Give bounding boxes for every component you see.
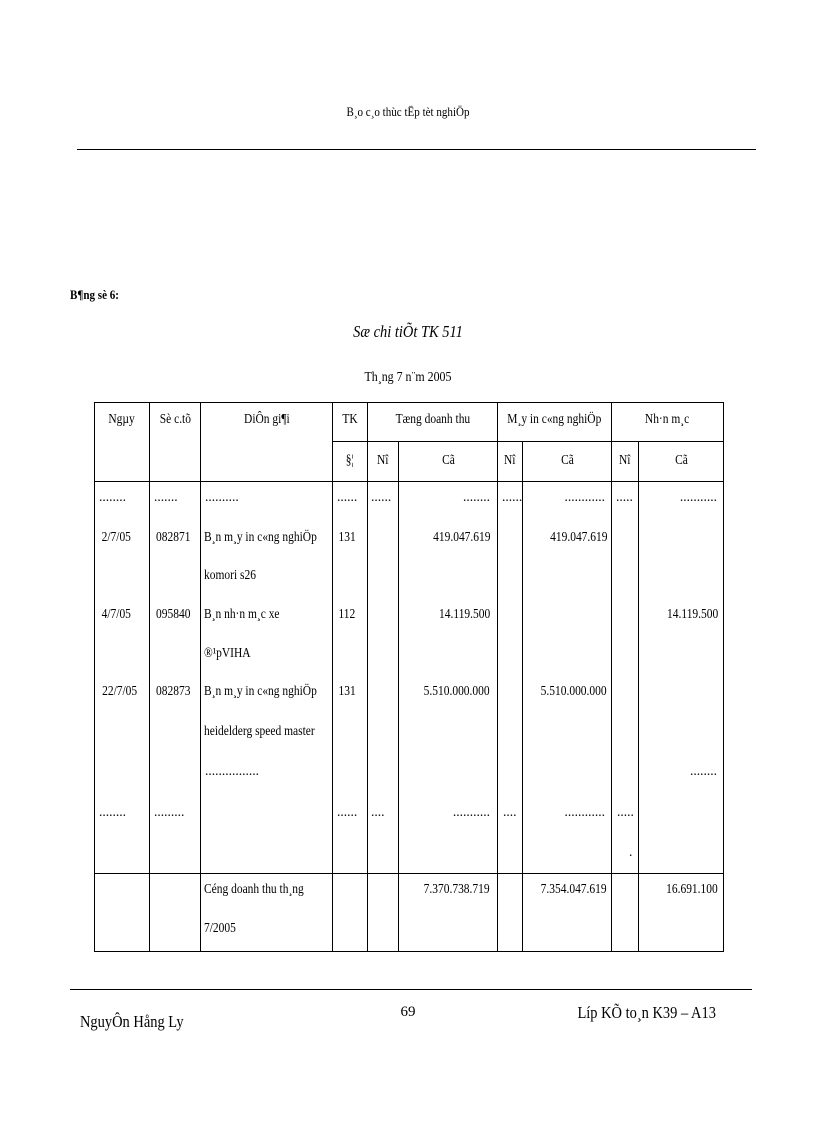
header-machine-debit: Nî bbox=[504, 452, 516, 467]
stray-dot: . bbox=[629, 844, 633, 859]
dots-account: ...... bbox=[337, 489, 358, 504]
table-row-label-credit bbox=[639, 684, 718, 698]
dots-total-debit: ...... bbox=[371, 489, 392, 504]
header-doc-no: Sè c.tõ bbox=[159, 411, 191, 426]
header-machine-group: M¸y in c«ng nghiÖp bbox=[507, 411, 602, 426]
header-total-credit: Cã bbox=[441, 452, 455, 467]
table-row-date: 4/7/05 bbox=[101, 606, 131, 621]
table-row-doc-no: 082873 bbox=[156, 683, 191, 698]
dots-total-credit: ........ bbox=[463, 489, 490, 504]
header-account-sub: §¦ bbox=[345, 452, 355, 467]
table-row-label-credit bbox=[639, 530, 718, 544]
header-label-group: Nh·n m¸c bbox=[645, 411, 690, 426]
footer-class-info: Líp KÕ to¸n K39 – A13 bbox=[577, 1003, 716, 1022]
table-row-doc-no: 082871 bbox=[156, 529, 191, 544]
table-row-account: 131 bbox=[338, 529, 356, 544]
dots-date: ........ bbox=[99, 489, 126, 504]
total-row-total-credit: 7.370.738.719 bbox=[424, 881, 490, 896]
table-row-doc-no: 095840 bbox=[156, 606, 191, 621]
dots-description: .......... bbox=[205, 489, 239, 504]
dots-label-credit-2: ........ bbox=[690, 763, 717, 778]
dots2-total-credit: ........... bbox=[452, 804, 490, 819]
table-row-date: 2/7/05 bbox=[101, 529, 131, 544]
table-row-total-credit: 5.510.000.000 bbox=[424, 683, 490, 698]
dots2-machine-debit: .... bbox=[503, 804, 517, 819]
dots-machine-debit: ...... bbox=[502, 489, 523, 504]
table-row-total-credit: 419.047.619 bbox=[432, 529, 490, 544]
table-number-label: B¶ng sè 6: bbox=[70, 287, 119, 302]
table-row-label-credit: 14.119.500 bbox=[666, 606, 718, 621]
table-row-description-2: heidelderg speed master bbox=[204, 723, 315, 738]
table-row-machine-credit: 419.047.619 bbox=[549, 529, 607, 544]
total-row-machine-credit: 7.354.047.619 bbox=[541, 881, 607, 896]
dots2-doc-no: ......... bbox=[154, 804, 185, 819]
header-label-debit: Nî bbox=[619, 452, 631, 467]
table-row-description: B¸n nh·n m¸c xe bbox=[204, 606, 280, 621]
dots2-date: ........ bbox=[99, 804, 126, 819]
dots2-machine-credit: ............ bbox=[564, 804, 605, 819]
footer-page-number: 69 bbox=[400, 1004, 416, 1020]
header-description: DiÔn gi¶i bbox=[243, 411, 290, 426]
dots-description-2: ................ bbox=[205, 763, 259, 778]
table-row-description-2: ®¹pVIHA bbox=[204, 645, 251, 660]
total-row-label-credit: 16.691.100 bbox=[666, 881, 718, 896]
header-label-credit: Cã bbox=[674, 452, 688, 467]
table-row-description: B¸n m¸y in c«ng nghiÖp bbox=[204, 683, 317, 698]
dots2-label-debit: ..... bbox=[617, 804, 634, 819]
header-machine-credit: Cã bbox=[560, 452, 574, 467]
header-total-revenue: Tæng doanh thu bbox=[395, 411, 470, 426]
header-total-debit: Nî bbox=[377, 452, 389, 467]
dots-doc-no: ....... bbox=[154, 489, 178, 504]
table-row-account: 131 bbox=[338, 683, 356, 698]
footer-author: NguyÔn Hång Ly bbox=[80, 1012, 184, 1031]
table-row-description: B¸n m¸y in c«ng nghiÖp bbox=[204, 529, 317, 544]
footer-divider bbox=[70, 989, 752, 990]
table-row-machine-credit: 5.510.000.000 bbox=[541, 683, 607, 698]
table-row-machine-credit bbox=[523, 607, 607, 621]
dots-label-credit: ........... bbox=[679, 489, 717, 504]
report-header-title: B¸o c¸o thùc tËp tèt nghiÖp bbox=[346, 104, 470, 119]
total-row-description-2: 7/2005 bbox=[204, 920, 236, 935]
ledger-title: Sæ chi tiÕt TK 511 bbox=[353, 322, 463, 341]
header-date: Ngµy bbox=[108, 411, 136, 426]
dots2-account: ...... bbox=[337, 804, 358, 819]
total-row-description: Céng doanh thu th¸ng bbox=[204, 881, 304, 896]
table-row-date: 22/7/05 bbox=[102, 683, 138, 698]
dots2-total-debit: .... bbox=[371, 804, 385, 819]
ledger-period: Th¸ng 7 n¨m 2005 bbox=[364, 370, 452, 385]
dots-label-debit: ..... bbox=[616, 489, 633, 504]
dots-machine-credit: ............ bbox=[564, 489, 605, 504]
table-row-account: 112 bbox=[338, 606, 356, 621]
table-row-total-credit: 14.119.500 bbox=[438, 606, 490, 621]
table-row-description-2: komori s26 bbox=[204, 567, 256, 582]
header-account: TK bbox=[342, 411, 358, 426]
